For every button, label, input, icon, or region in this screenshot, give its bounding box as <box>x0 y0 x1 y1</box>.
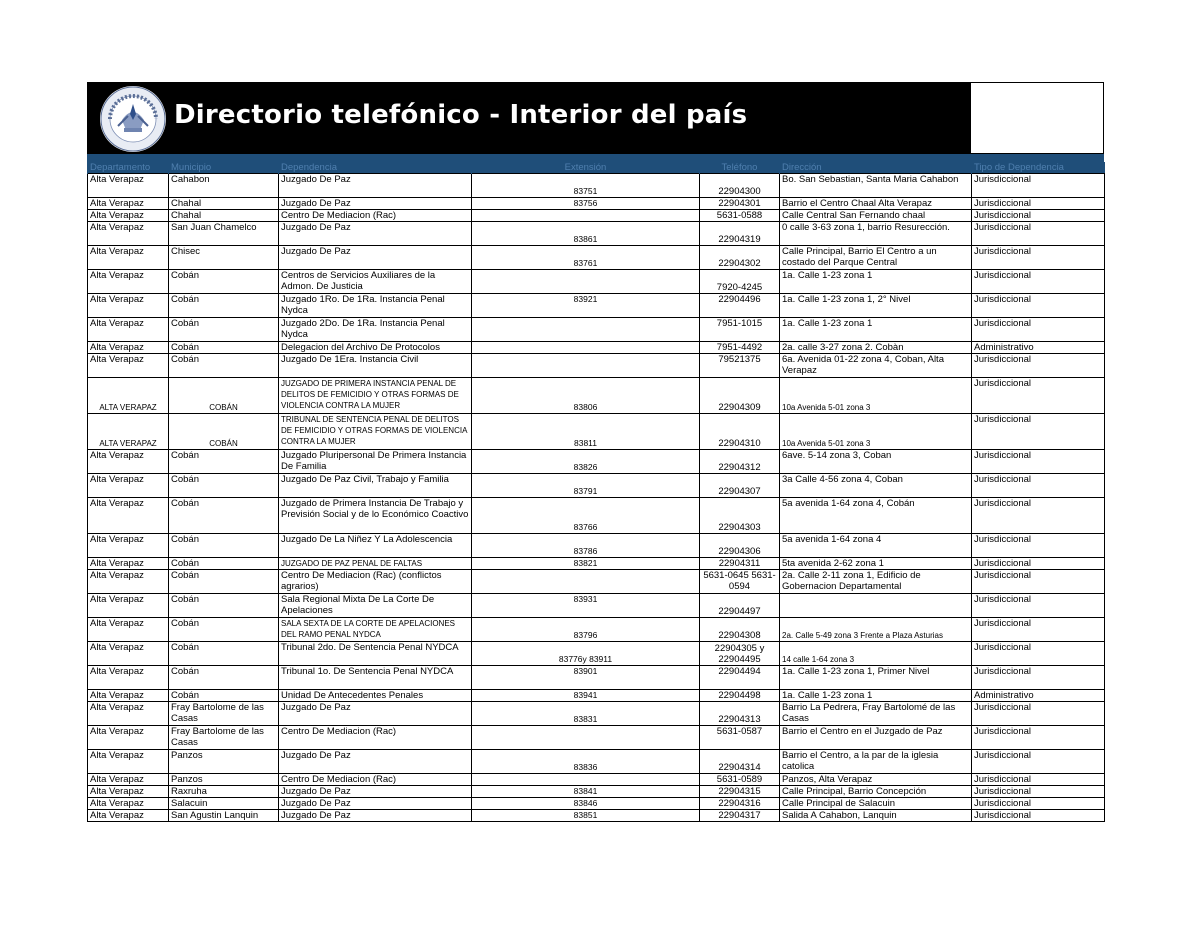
cell-extension <box>472 774 700 786</box>
table-row <box>88 810 1105 822</box>
cell-telefono: 5631-0645 5631-0594 <box>700 570 780 594</box>
table-row <box>88 222 1105 246</box>
col-header-departamento: Departamento <box>88 162 169 174</box>
cell-direccion: Bo. San Sebastian, Santa Maria Cahabon <box>780 174 972 198</box>
cell-direccion: Barrio el Centro Chaal Alta Verapaz <box>780 198 972 210</box>
table-row <box>88 198 1105 210</box>
cell-dependencia: Juzgado 1Ro. De 1Ra. Instancia Penal Nydca <box>279 294 472 318</box>
cell-municipio: Cobán <box>169 498 279 534</box>
cell-dependencia: TRIBUNAL DE SENTENCIA PENAL DE DELITOS DE FEMICIDIO Y OTRAS FORMAS DE VIOLENCIA CONTRA LA MUJER <box>279 414 472 450</box>
cell-direccion: 1a. Calle 1-23 zona 1 <box>780 270 972 294</box>
directory-table <box>87 162 1105 822</box>
cell-extension <box>472 726 700 750</box>
cell-telefono: 79521375 <box>700 354 780 378</box>
cell-municipio: Cobán <box>169 690 279 702</box>
cell-dependencia: Centro De Mediacion (Rac) (conflictos agrarios) <box>279 570 472 594</box>
cell-direccion: 0 calle 3-63 zona 1, barrio Resurección. <box>780 222 972 246</box>
cell-extension: 83821 <box>472 558 700 570</box>
cell-municipio: COBÁN <box>169 378 279 414</box>
cell-departamento: ALTA VERAPAZ <box>88 378 169 414</box>
cell-municipio: Chisec <box>169 246 279 270</box>
cell-tipo: Jurisdiccional <box>972 198 1105 210</box>
cell-extension <box>472 270 700 294</box>
cell-departamento: Alta Verapaz <box>88 498 169 534</box>
cell-municipio: Cobán <box>169 642 279 666</box>
cell-dependencia: Unidad De Antecedentes Penales <box>279 690 472 702</box>
cell-tipo: Jurisdiccional <box>972 378 1105 414</box>
cell-municipio: Cobán <box>169 534 279 558</box>
cell-direccion: Barrio el Centro en el Juzgado de Paz <box>780 726 972 750</box>
cell-direccion: Calle Principal, Barrio Concepción <box>780 786 972 798</box>
cell-departamento: Alta Verapaz <box>88 270 169 294</box>
cell-tipo: Jurisdiccional <box>972 174 1105 198</box>
cell-departamento: Alta Verapaz <box>88 198 169 210</box>
table-row <box>88 270 1105 294</box>
table-row <box>88 594 1105 618</box>
cell-telefono: 22904319 <box>700 222 780 246</box>
cell-extension: 83941 <box>472 690 700 702</box>
cell-dependencia: JUZGADO DE PAZ PENAL DE FALTAS <box>279 558 472 570</box>
header-blank-box <box>970 83 1103 153</box>
cell-municipio: Cobán <box>169 450 279 474</box>
cell-direccion: 1a. Calle 1-23 zona 1, 2° Nivel <box>780 294 972 318</box>
cell-municipio: San Juan Chamelco <box>169 222 279 246</box>
cell-extension: 83796 <box>472 618 700 642</box>
cell-extension <box>472 210 700 222</box>
cell-tipo: Jurisdiccional <box>972 642 1105 666</box>
cell-municipio: Cobán <box>169 594 279 618</box>
cell-extension: 83776y 83911 <box>472 642 700 666</box>
cell-departamento: ALTA VERAPAZ <box>88 414 169 450</box>
cell-telefono: 22904315 <box>700 786 780 798</box>
cell-telefono: 7920-4245 <box>700 270 780 294</box>
cell-extension <box>472 570 700 594</box>
cell-telefono: 5631-0588 <box>700 210 780 222</box>
cell-direccion: 6ave. 5-14 zona 3, Coban <box>780 450 972 474</box>
cell-departamento: Alta Verapaz <box>88 690 169 702</box>
cell-extension: 83761 <box>472 246 700 270</box>
cell-telefono: 5631-0589 <box>700 774 780 786</box>
table-row <box>88 786 1105 798</box>
table-row <box>88 750 1105 774</box>
table-row <box>88 318 1105 342</box>
cell-extension: 83756 <box>472 198 700 210</box>
cell-municipio: Cobán <box>169 618 279 642</box>
cell-extension: 83836 <box>472 750 700 774</box>
cell-departamento: Alta Verapaz <box>88 210 169 222</box>
cell-extension <box>472 354 700 378</box>
cell-direccion: 6a. Avenida 01-22 zona 4, Coban, Alta Verapaz <box>780 354 972 378</box>
cell-tipo: Jurisdiccional <box>972 702 1105 726</box>
cell-municipio: Fray Bartolome de las Casas <box>169 702 279 726</box>
cell-departamento: Alta Verapaz <box>88 318 169 342</box>
table-row <box>88 246 1105 270</box>
cell-tipo: Jurisdiccional <box>972 294 1105 318</box>
cell-municipio: Panzos <box>169 750 279 774</box>
cell-telefono: 22904305 y 22904495 <box>700 642 780 666</box>
cell-telefono: 22904317 <box>700 810 780 822</box>
cell-dependencia: Juzgado De Paz <box>279 702 472 726</box>
cell-municipio: San Agustin Lanquin <box>169 810 279 822</box>
cell-tipo: Jurisdiccional <box>972 498 1105 534</box>
cell-dependencia: Juzgado De Paz <box>279 798 472 810</box>
cell-direccion: 3a Calle 4-56 zona 4, Coban <box>780 474 972 498</box>
cell-departamento: Alta Verapaz <box>88 474 169 498</box>
cell-dependencia: Centro De Mediacion (Rac) <box>279 210 472 222</box>
cell-telefono: 22904301 <box>700 198 780 210</box>
table-row <box>88 354 1105 378</box>
cell-extension: 83831 <box>472 702 700 726</box>
cell-direccion: 1a. Calle 1-23 zona 1 <box>780 318 972 342</box>
cell-tipo: Jurisdiccional <box>972 210 1105 222</box>
cell-municipio: Salacuin <box>169 798 279 810</box>
cell-telefono: 22904498 <box>700 690 780 702</box>
header-separator-band <box>87 154 1104 162</box>
directory-sheet <box>87 82 1104 822</box>
cell-direccion: 1a. Calle 1-23 zona 1, Primer Nivel <box>780 666 972 690</box>
cell-tipo: Jurisdiccional <box>972 774 1105 786</box>
cell-tipo: Jurisdiccional <box>972 750 1105 774</box>
cell-tipo: Jurisdiccional <box>972 534 1105 558</box>
cell-dependencia: Juzgado De Paz <box>279 810 472 822</box>
cell-direccion <box>780 594 972 618</box>
header-banner <box>87 82 1104 154</box>
cell-direccion: Barrio el Centro, a la par de la iglesia catolica <box>780 750 972 774</box>
cell-extension: 83806 <box>472 378 700 414</box>
cell-direccion: 10a Avenida 5-01 zona 3 <box>780 378 972 414</box>
cell-departamento: Alta Verapaz <box>88 294 169 318</box>
cell-departamento: Alta Verapaz <box>88 594 169 618</box>
cell-departamento: Alta Verapaz <box>88 342 169 354</box>
cell-direccion: 14 calle 1-64 zona 3 <box>780 642 972 666</box>
cell-municipio: Cahabon <box>169 174 279 198</box>
col-header-tipo: Tipo de Dependencia <box>972 162 1105 174</box>
cell-dependencia: Delegacion del Archivo De Protocolos <box>279 342 472 354</box>
table-row <box>88 726 1105 750</box>
table-row <box>88 702 1105 726</box>
cell-dependencia: Juzgado De Paz <box>279 750 472 774</box>
table-row <box>88 450 1105 474</box>
cell-municipio: Panzos <box>169 774 279 786</box>
cell-tipo: Jurisdiccional <box>972 726 1105 750</box>
cell-departamento: Alta Verapaz <box>88 726 169 750</box>
cell-telefono: 22904303 <box>700 498 780 534</box>
cell-departamento: Alta Verapaz <box>88 174 169 198</box>
cell-tipo: Jurisdiccional <box>972 270 1105 294</box>
cell-tipo: Jurisdiccional <box>972 558 1105 570</box>
cell-extension: 83851 <box>472 810 700 822</box>
cell-departamento: Alta Verapaz <box>88 702 169 726</box>
cell-extension: 83791 <box>472 474 700 498</box>
cell-telefono: 22904496 <box>700 294 780 318</box>
cell-departamento: Alta Verapaz <box>88 558 169 570</box>
cell-departamento: Alta Verapaz <box>88 246 169 270</box>
cell-direccion: 5ta avenida 2-62 zona 1 <box>780 558 972 570</box>
cell-tipo: Jurisdiccional <box>972 354 1105 378</box>
cell-extension: 83846 <box>472 798 700 810</box>
table-body <box>88 174 1105 822</box>
cell-departamento: Alta Verapaz <box>88 666 169 690</box>
cell-tipo: Jurisdiccional <box>972 414 1105 450</box>
cell-municipio: Cobán <box>169 270 279 294</box>
cell-departamento: Alta Verapaz <box>88 354 169 378</box>
cell-municipio: Raxruha <box>169 786 279 798</box>
cell-tipo: Jurisdiccional <box>972 222 1105 246</box>
table-row <box>88 558 1105 570</box>
cell-direccion: 2a. Calle 5-49 zona 3 Frente a Plaza Asturias <box>780 618 972 642</box>
cell-telefono: 5631-0587 <box>700 726 780 750</box>
cell-telefono: 22904308 <box>700 618 780 642</box>
cell-extension <box>472 318 700 342</box>
cell-extension: 83931 <box>472 594 700 618</box>
cell-municipio: Cobán <box>169 294 279 318</box>
page-title: Directorio telefónico - Interior del país <box>174 100 748 130</box>
cell-municipio: Cobán <box>169 474 279 498</box>
cell-departamento: Alta Verapaz <box>88 534 169 558</box>
cell-extension: 83786 <box>472 534 700 558</box>
cell-telefono: 22904306 <box>700 534 780 558</box>
table-row <box>88 570 1105 594</box>
cell-tipo: Administrativo <box>972 690 1105 702</box>
cell-dependencia: Juzgado 2Do. De 1Ra. Instancia Penal Nydca <box>279 318 472 342</box>
cell-tipo: Jurisdiccional <box>972 450 1105 474</box>
cell-direccion: 2a. Calle 2-11 zona 1, Edificio de Gobernacion Departamental <box>780 570 972 594</box>
cell-direccion: Panzos, Alta Verapaz <box>780 774 972 786</box>
cell-extension: 83841 <box>472 786 700 798</box>
cell-dependencia: Juzgado De Paz <box>279 246 472 270</box>
cell-dependencia: Juzgado Pluripersonal De Primera Instancia De Familia <box>279 450 472 474</box>
cell-extension: 83811 <box>472 414 700 450</box>
cell-direccion: 2a. calle 3-27 zona 2. Cobàn <box>780 342 972 354</box>
cell-dependencia: Juzgado De Paz Civil, Trabajo y Familia <box>279 474 472 498</box>
cell-dependencia: Juzgado De Paz <box>279 174 472 198</box>
cell-dependencia: Juzgado De Paz <box>279 786 472 798</box>
cell-departamento: Alta Verapaz <box>88 810 169 822</box>
cell-extension: 83921 <box>472 294 700 318</box>
cell-tipo: Jurisdiccional <box>972 318 1105 342</box>
cell-dependencia: Tribunal 2do. De Sentencia Penal NYDCA <box>279 642 472 666</box>
cell-tipo: Jurisdiccional <box>972 798 1105 810</box>
cell-tipo: Jurisdiccional <box>972 246 1105 270</box>
cell-dependencia: Juzgado De Paz <box>279 222 472 246</box>
cell-direccion: Calle Principal de Salacuin <box>780 798 972 810</box>
cell-departamento: Alta Verapaz <box>88 750 169 774</box>
cell-municipio: Chahal <box>169 198 279 210</box>
table-row <box>88 342 1105 354</box>
col-header-municipio: Municipio <box>169 162 279 174</box>
cell-departamento: Alta Verapaz <box>88 450 169 474</box>
table-row <box>88 690 1105 702</box>
cell-municipio: Cobán <box>169 318 279 342</box>
cell-dependencia: SALA SEXTA DE LA CORTE DE APELACIONES DEL RAMO PENAL NYDCA <box>279 618 472 642</box>
cell-extension: 83901 <box>472 666 700 690</box>
cell-tipo: Jurisdiccional <box>972 786 1105 798</box>
cell-departamento: Alta Verapaz <box>88 774 169 786</box>
cell-dependencia: Juzgado De 1Era. Instancia Civil <box>279 354 472 378</box>
cell-extension: 83861 <box>472 222 700 246</box>
table-header-row <box>88 162 1105 174</box>
cell-departamento: Alta Verapaz <box>88 642 169 666</box>
table-row <box>88 210 1105 222</box>
cell-departamento: Alta Verapaz <box>88 786 169 798</box>
cell-tipo: Jurisdiccional <box>972 666 1105 690</box>
cell-extension: 83751 <box>472 174 700 198</box>
cell-telefono: 22904300 <box>700 174 780 198</box>
cell-extension <box>472 342 700 354</box>
cell-departamento: Alta Verapaz <box>88 618 169 642</box>
cell-dependencia: Centros de Servicios Auxiliares de la Admon. De Justicia <box>279 270 472 294</box>
table-row <box>88 642 1105 666</box>
cell-telefono: 22904314 <box>700 750 780 774</box>
cell-telefono: 7951-4492 <box>700 342 780 354</box>
cell-telefono: 22904307 <box>700 474 780 498</box>
cell-direccion: 5a avenida 1-64 zona 4, Cobán <box>780 498 972 534</box>
table-row <box>88 798 1105 810</box>
cell-telefono: 22904312 <box>700 450 780 474</box>
cell-direccion: 5a avenida 1-64 zona 4 <box>780 534 972 558</box>
cell-direccion: Calle Principal, Barrio El Centro a un costado del Parque Central <box>780 246 972 270</box>
table-row <box>88 414 1105 450</box>
cell-departamento: Alta Verapaz <box>88 798 169 810</box>
table-row <box>88 774 1105 786</box>
cell-extension: 83766 <box>472 498 700 534</box>
cell-municipio: Cobán <box>169 666 279 690</box>
col-header-direccion: Dirección <box>780 162 972 174</box>
cell-dependencia: Juzgado De Paz <box>279 198 472 210</box>
cell-telefono: 22904309 <box>700 378 780 414</box>
table-row <box>88 174 1105 198</box>
organismo-judicial-logo <box>100 86 166 152</box>
cell-dependencia: Centro De Mediacion (Rac) <box>279 774 472 786</box>
cell-dependencia: Tribunal 1o. De Sentencia Penal NYDCA <box>279 666 472 690</box>
table-row <box>88 666 1105 690</box>
cell-municipio: Cobán <box>169 342 279 354</box>
cell-telefono: 22904497 <box>700 594 780 618</box>
cell-municipio: Cobán <box>169 354 279 378</box>
cell-municipio: Cobán <box>169 558 279 570</box>
table-row <box>88 534 1105 558</box>
cell-dependencia: Juzgado de Primera Instancia De Trabajo y Previsión Social y de lo Económico Coactivo <box>279 498 472 534</box>
cell-direccion: 1a. Calle 1-23 zona 1 <box>780 690 972 702</box>
cell-municipio: Chahal <box>169 210 279 222</box>
cell-dependencia: Juzgado De La Niñez Y La Adolescencia <box>279 534 472 558</box>
table-row <box>88 498 1105 534</box>
cell-tipo: Administrativo <box>972 342 1105 354</box>
cell-telefono: 22904310 <box>700 414 780 450</box>
cell-municipio: Cobán <box>169 570 279 594</box>
cell-extension: 83826 <box>472 450 700 474</box>
table-row <box>88 618 1105 642</box>
cell-departamento: Alta Verapaz <box>88 222 169 246</box>
cell-direccion: Barrio La Pedrera, Fray Bartolomé de las Casas <box>780 702 972 726</box>
cell-dependencia: Sala Regional Mixta De La Corte De Apelaciones <box>279 594 472 618</box>
cell-telefono: 22904302 <box>700 246 780 270</box>
cell-tipo: Jurisdiccional <box>972 474 1105 498</box>
col-header-extension: Extensión <box>472 162 700 174</box>
cell-municipio: COBÁN <box>169 414 279 450</box>
cell-direccion: 10a Avenida 5-01 zona 3 <box>780 414 972 450</box>
cell-tipo: Jurisdiccional <box>972 570 1105 594</box>
col-header-telefono: Teléfono <box>700 162 780 174</box>
cell-departamento: Alta Verapaz <box>88 570 169 594</box>
col-header-dependencia: Dependencia <box>279 162 472 174</box>
cell-direccion: Salida A Cahabon, Lanquin <box>780 810 972 822</box>
cell-telefono: 22904494 <box>700 666 780 690</box>
cell-telefono: 22904313 <box>700 702 780 726</box>
cell-tipo: Jurisdiccional <box>972 618 1105 642</box>
table-row <box>88 474 1105 498</box>
cell-telefono: 22904311 <box>700 558 780 570</box>
cell-dependencia: Centro De Mediacion (Rac) <box>279 726 472 750</box>
cell-tipo: Jurisdiccional <box>972 594 1105 618</box>
table-row <box>88 294 1105 318</box>
table-row <box>88 378 1105 414</box>
cell-dependencia: JUZGADO DE PRIMERA INSTANCIA PENAL DE DELITOS DE FEMICIDIO Y OTRAS FORMAS DE VIOLENCIA CONTRA LA MUJER <box>279 378 472 414</box>
cell-telefono: 22904316 <box>700 798 780 810</box>
cell-municipio: Fray Bartolome de las Casas <box>169 726 279 750</box>
cell-direccion: Calle Central San Fernando chaal <box>780 210 972 222</box>
cell-tipo: Jurisdiccional <box>972 810 1105 822</box>
cell-telefono: 7951-1015 <box>700 318 780 342</box>
